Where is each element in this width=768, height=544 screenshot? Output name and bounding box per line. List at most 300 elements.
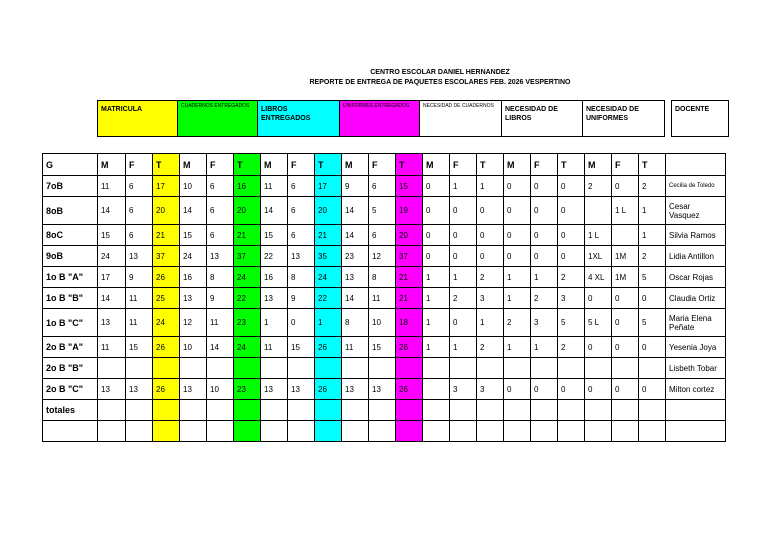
table-cell: 10 [369,309,396,337]
table-cell: 23 [342,246,369,267]
table-cell: 0 [504,197,531,225]
grade-label: 1o B "C" [43,309,98,337]
table-cell: 0 [639,337,666,358]
table-cell: 6 [207,197,234,225]
table-cell: 26 [396,379,423,400]
table-cell: 21 [396,267,423,288]
table-cell: 18 [396,309,423,337]
table-row [43,379,726,400]
table-cell: 6 [369,176,396,197]
table-cell: 15 [288,337,315,358]
table-cell: 1 [423,337,450,358]
column-header: F [126,154,153,176]
table-cell: 2 [585,176,612,197]
table-cell: 1 [504,288,531,309]
table-cell [558,421,585,442]
table-cell: 20 [315,197,342,225]
table-cell [423,421,450,442]
table-cell: 0 [612,379,639,400]
table-cell: 0 [423,197,450,225]
delivery-table [42,153,726,442]
table-cell: 0 [477,246,504,267]
table-cell: 6 [207,225,234,246]
table-cell: 1 [531,337,558,358]
table-cell: 22 [261,246,288,267]
table-cell: 15 [98,225,126,246]
table-cell: 13 [288,246,315,267]
table-cell: 8 [342,309,369,337]
column-header: M [504,154,531,176]
table-cell: 26 [396,337,423,358]
table-cell: 0 [558,176,585,197]
table-cell: 0 [504,176,531,197]
teacher-name: Oscar Rojas [666,267,726,288]
table-cell: 1 [423,309,450,337]
header-box-cuadernos-entregados: CUADERNOS ENTREGADOS [178,101,258,137]
table-cell: 17 [153,176,180,197]
table-cell: 22 [315,288,342,309]
table-cell: 8 [207,267,234,288]
table-cell [98,421,126,442]
table-cell: 6 [126,176,153,197]
table-cell: 1 [261,309,288,337]
table-cell: 1 [639,225,666,246]
table-cell [288,421,315,442]
table-cell: 6 [288,225,315,246]
table-cell [450,400,477,421]
table-cell: 11 [98,176,126,197]
table-cell: 5 [639,309,666,337]
table-cell [423,358,450,379]
table-cell: 10 [180,337,207,358]
table-cell: 1XL [585,246,612,267]
table-cell: 15 [180,225,207,246]
column-header: M [261,154,288,176]
table-cell [207,421,234,442]
header-box-necesidad-libros: NECESIDAD DE LIBROS [502,101,583,137]
table-cell: 1 [477,176,504,197]
table-cell [153,358,180,379]
table-cell: 24 [180,246,207,267]
table-row [43,197,726,225]
teacher-name: Maria Elena Peñate [666,309,726,337]
table-cell: 13 [180,379,207,400]
column-header: M [98,154,126,176]
column-header: M [423,154,450,176]
header-box-libros-entregados: LIBROS ENTREGADOS [258,101,340,137]
table-cell: 13 [261,288,288,309]
column-header: F [531,154,558,176]
table-cell: 1 [639,197,666,225]
table-cell: 0 [558,246,585,267]
table-cell: 5 [558,309,585,337]
column-header: F [369,154,396,176]
table-cell: 15 [261,225,288,246]
table-cell [477,400,504,421]
grade-label [43,421,98,442]
teacher-name: Silvia Ramos [666,225,726,246]
table-cell: 1 [450,337,477,358]
table-cell: 0 [531,197,558,225]
table-cell: 1 [504,267,531,288]
table-cell: 20 [396,225,423,246]
table-row [43,225,726,246]
table-cell [288,358,315,379]
table-cell [639,358,666,379]
table-cell [504,400,531,421]
table-cell: 23 [234,379,261,400]
table-cell [98,358,126,379]
table-cell: 14 [342,197,369,225]
table-cell: 6 [288,197,315,225]
table-cell: 10 [180,176,207,197]
header-gap [665,101,672,137]
table-cell: 11 [126,288,153,309]
table-row [43,176,726,197]
table-cell [396,358,423,379]
table-cell: 0 [504,225,531,246]
table-cell: 0 [585,379,612,400]
column-header: T [315,154,342,176]
table-cell: 5 [369,197,396,225]
header-box-necesidad-cuadernos: NECESIDAD DE CUADERNOS [420,101,502,137]
table-cell: 6 [126,225,153,246]
table-cell: 1M [612,246,639,267]
table-cell: 13 [342,379,369,400]
table-cell: 8 [288,267,315,288]
table-cell: 0 [558,197,585,225]
grade-label: 2o B "A" [43,337,98,358]
table-cell [288,400,315,421]
teacher-name: Yesenia Joya [666,337,726,358]
table-cell: 9 [288,288,315,309]
table-cell: 14 [98,288,126,309]
table-cell [369,400,396,421]
table-cell [342,400,369,421]
table-cell [180,400,207,421]
grade-label: 8oC [43,225,98,246]
table-cell [585,400,612,421]
table-row [43,400,726,421]
table-cell [423,379,450,400]
table-row [43,246,726,267]
table-cell [612,421,639,442]
table-cell: 15 [396,176,423,197]
table-cell: 0 [450,246,477,267]
table-cell: 6 [207,176,234,197]
table-row [43,288,726,309]
table-cell: 26 [153,379,180,400]
table-cell: 3 [450,379,477,400]
table-cell: 0 [585,288,612,309]
table-cell: 11 [98,337,126,358]
table-cell: 0 [612,288,639,309]
teacher-name: Cesar Vasquez [666,197,726,225]
column-header: M [180,154,207,176]
table-cell [558,400,585,421]
table-cell [531,400,558,421]
table-cell [504,421,531,442]
table-cell: 2 [450,288,477,309]
table-cell [126,358,153,379]
table-cell: 14 [98,197,126,225]
grade-label: 2o B "C" [43,379,98,400]
table-cell [315,400,342,421]
table-cell: 26 [315,379,342,400]
table-cell [612,358,639,379]
column-header: T [153,154,180,176]
table-cell [153,421,180,442]
table-cell: 35 [315,246,342,267]
table-cell: 37 [396,246,423,267]
table-cell [342,421,369,442]
table-cell: 14 [207,337,234,358]
table-cell: 13 [342,267,369,288]
grade-label: 2o B "B" [43,358,98,379]
table-cell: 11 [207,309,234,337]
table-cell [342,358,369,379]
table-cell: 16 [234,176,261,197]
table-cell: 25 [153,288,180,309]
table-row [43,309,726,337]
table-cell: 0 [450,225,477,246]
table-cell: 1 L [612,197,639,225]
table-cell: 1 [450,267,477,288]
table-cell [639,421,666,442]
table-cell: 20 [234,197,261,225]
table-cell: 24 [234,337,261,358]
table-cell: 2 [558,337,585,358]
column-header [666,154,726,176]
table-cell: 11 [369,288,396,309]
table-cell: 16 [180,267,207,288]
column-header: T [396,154,423,176]
table-cell: 0 [558,379,585,400]
column-header: F [450,154,477,176]
table-row [43,337,726,358]
table-cell: 2 [504,309,531,337]
table-cell: 15 [126,337,153,358]
school-name: CENTRO ESCOLAR DANIEL HERNANDEZ [370,69,510,76]
table-cell: 0 [639,288,666,309]
table-cell: 13 [369,379,396,400]
table-cell: 24 [234,267,261,288]
grade-label: 9oB [43,246,98,267]
table-cell [477,358,504,379]
column-header: T [558,154,585,176]
teacher-name [666,400,726,421]
table-cell [207,358,234,379]
table-cell [261,358,288,379]
table-cell: 5 L [585,309,612,337]
column-header: T [477,154,504,176]
table-cell: 24 [98,246,126,267]
table-cell [612,400,639,421]
grade-label: 8oB [43,197,98,225]
table-cell [450,421,477,442]
table-cell: 5 [639,267,666,288]
table-cell [315,421,342,442]
table-cell: 13 [207,246,234,267]
table-cell: 8 [369,267,396,288]
report-subtitle: REPORTE DE ENTREGA DE PAQUETES ESCOLARES FEB. 2026 VESPERTINO [309,79,571,86]
table-cell [396,421,423,442]
table-cell [261,400,288,421]
table-cell: 26 [315,337,342,358]
table-cell: 13 [180,288,207,309]
table-cell: 0 [504,246,531,267]
table-cell: 0 [450,197,477,225]
table-cell: 14 [342,225,369,246]
table-cell: 21 [153,225,180,246]
table-cell: 2 [477,267,504,288]
table-cell [396,400,423,421]
table-cell: 2 [558,267,585,288]
table-cell [261,421,288,442]
table-cell [234,358,261,379]
table-cell: 13 [261,379,288,400]
table-cell [180,421,207,442]
column-header: M [585,154,612,176]
teacher-name: Milton cortez [666,379,726,400]
column-header: G [43,154,98,176]
table-cell: 1 [504,337,531,358]
table-cell: 6 [288,176,315,197]
table-cell: 13 [98,379,126,400]
table-row [43,358,726,379]
teacher-name: Lidia Antillon [666,246,726,267]
table-cell: 2 [477,337,504,358]
table-cell: 0 [531,246,558,267]
table-cell [585,358,612,379]
table-cell: 0 [531,379,558,400]
table-cell: 16 [261,267,288,288]
table-cell: 3 [477,288,504,309]
table-cell: 9 [207,288,234,309]
table-cell: 9 [126,267,153,288]
table-cell: 11 [342,337,369,358]
report-title [240,68,640,88]
teacher-name [666,421,726,442]
teacher-name: Lisbeth Tobar [666,358,726,379]
table-cell: 14 [342,288,369,309]
table-cell: 2 [531,288,558,309]
table-cell: 12 [369,246,396,267]
header-box-matricula: MATRICULA [98,101,178,137]
header-box-necesidad-uniformes: NECESIDAD DE UNIFORMES [583,101,665,137]
grade-label: totales [43,400,98,421]
table-cell: 1 [423,267,450,288]
table-cell [315,358,342,379]
table-cell: 12 [180,309,207,337]
table-cell: 15 [369,337,396,358]
table-cell [369,358,396,379]
table-cell: 0 [504,379,531,400]
table-cell: 0 [531,225,558,246]
section-header-table [97,100,729,137]
table-cell [126,421,153,442]
table-cell [531,358,558,379]
table-cell [450,358,477,379]
teacher-name: Cecilia de Toledo [666,176,726,197]
table-cell: 0 [612,337,639,358]
table-cell: 11 [261,337,288,358]
table-cell: 24 [153,309,180,337]
table-cell: 0 [477,197,504,225]
table-cell: 37 [234,246,261,267]
table-cell: 0 [423,246,450,267]
table-cell: 0 [288,309,315,337]
table-cell: 13 [126,246,153,267]
table-cell: 22 [234,288,261,309]
table-cell [612,225,639,246]
table-cell [234,400,261,421]
table-cell: 19 [396,197,423,225]
table-cell: 37 [153,246,180,267]
table-cell: 23 [234,309,261,337]
header-box-docente: DOCENTE [672,101,729,137]
table-cell: 14 [261,197,288,225]
table-cell: 2 [639,176,666,197]
grade-label: 7oB [43,176,98,197]
table-cell: 3 [558,288,585,309]
table-cell: 0 [558,225,585,246]
table-cell: 13 [126,379,153,400]
table-cell: 10 [207,379,234,400]
column-header: F [207,154,234,176]
table-cell [531,421,558,442]
table-cell: 1 L [585,225,612,246]
table-row [43,421,726,442]
table-cell [585,197,612,225]
table-cell [126,400,153,421]
table-cell: 0 [531,176,558,197]
table-cell: 0 [423,176,450,197]
table-cell: 4 XL [585,267,612,288]
table-cell: 26 [153,267,180,288]
table-cell [153,400,180,421]
table-cell [234,421,261,442]
table-cell: 3 [531,309,558,337]
table-cell: 21 [315,225,342,246]
table-cell: 21 [234,225,261,246]
table-cell [207,400,234,421]
table-cell: 0 [477,225,504,246]
table-cell: 0 [612,309,639,337]
table-cell: 24 [315,267,342,288]
table-cell: 2 [639,246,666,267]
grade-label: 1o B "A" [43,267,98,288]
column-header: F [288,154,315,176]
table-cell: 6 [369,225,396,246]
table-cell: 0 [450,309,477,337]
column-header: M [342,154,369,176]
grade-label: 1o B "B" [43,288,98,309]
table-cell [423,400,450,421]
table-cell: 13 [288,379,315,400]
header-box-uniformes-entregados: UNIFORMES ENTREGADOS [340,101,420,137]
table-cell: 9 [342,176,369,197]
table-cell: 0 [585,337,612,358]
table-cell [558,358,585,379]
table-cell: 1 [531,267,558,288]
table-row [43,267,726,288]
table-cell: 0 [423,225,450,246]
table-cell: 20 [153,197,180,225]
table-cell: 14 [180,197,207,225]
table-cell: 1 [423,288,450,309]
table-cell: 6 [126,197,153,225]
